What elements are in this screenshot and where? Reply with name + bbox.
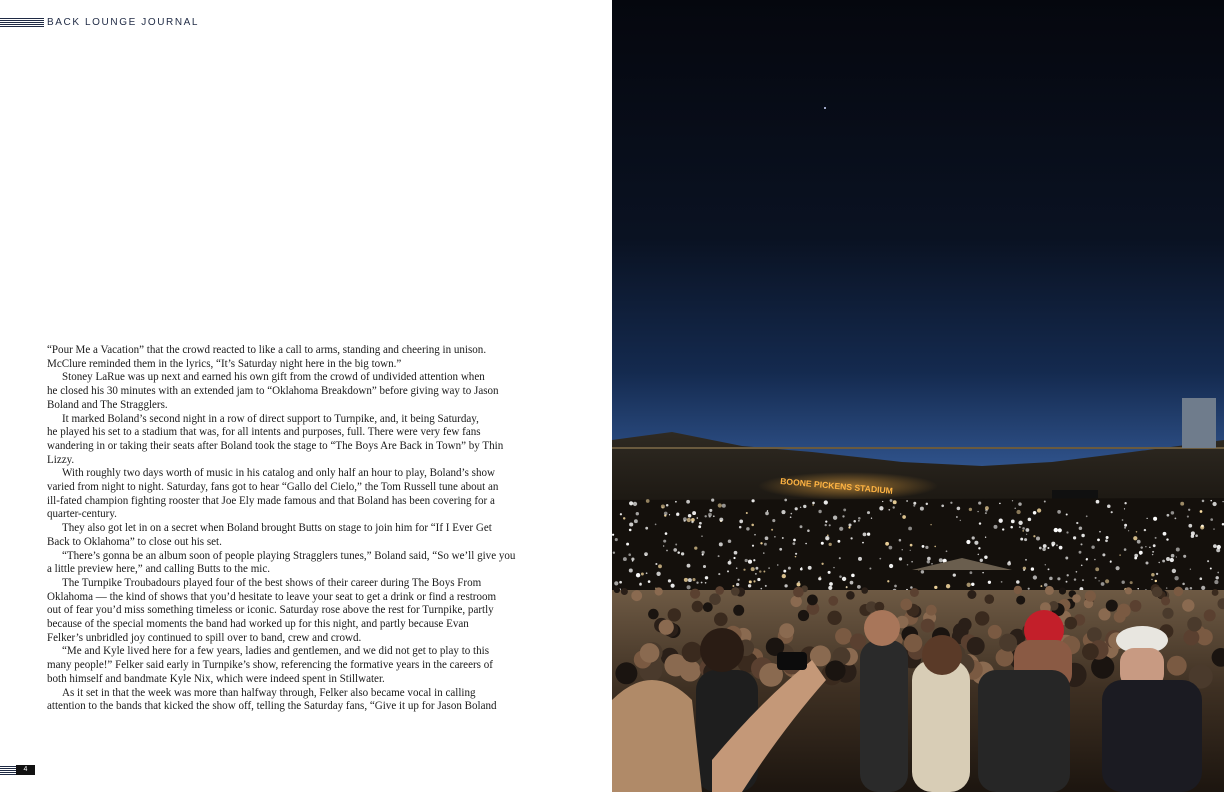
running-header xyxy=(0,15,199,29)
page-number: 4 xyxy=(16,765,35,775)
article-line: Lizzy. xyxy=(47,453,75,466)
article-line: attention to the bands that kicked the show off, telling the Saturday fans, “Give it up for Jason Boland xyxy=(47,700,497,713)
article-line: both himself and bandmate Kyle Nix, which were indeed spent in Stillwater. xyxy=(47,672,385,685)
article-line: many people!” Felker said early in Turnpike’s show, referencing the formative years in the careers of xyxy=(47,659,493,672)
article-line: ill-fated champion fighting rooster that Joe Ely made famous and that Boland has been covering for a xyxy=(47,494,495,507)
stadium-sign: BOONE PICKENS STADIUM xyxy=(779,476,894,496)
article-line: he played his set to a stadium that was, for all intents and purposes, full. There were very few fans xyxy=(47,426,481,439)
article-body xyxy=(47,344,565,714)
article-line: “Me and Kyle lived here for a few years, ladies and gentlemen, and we did not get to play to this xyxy=(62,645,490,658)
article-line: With roughly two days worth of music in his catalog and only half an hour to play, Boland’s show xyxy=(62,467,495,480)
article-line: Back to Oklahoma” to close out his set. xyxy=(47,535,222,548)
article-line: McClure reminded them in the lyrics, “It’s Saturday night here in the big town.” xyxy=(47,357,402,370)
folio xyxy=(0,765,35,775)
article-line: They also got let in on a secret when Boland brought Butts on stage to join him for “If I Ever Get xyxy=(62,522,492,535)
article-line: out of fear you’d miss something timeless or iconic. Saturday rose above the rest for Turnpike, partly xyxy=(47,604,494,617)
article-line: quarter-century. xyxy=(47,508,117,521)
article-line: varied from night to night. Saturday, fans got to hear “Gallo del Cielo,” the Tom Russell tune about an xyxy=(47,481,499,494)
article-line: wandering in or taking their seats after Boland took the stage to “The Boys Are Back in Town” by Thin xyxy=(47,439,504,452)
article-line: As it set in that the week was more than halfway through, Felker also became vocal in calling xyxy=(62,686,476,699)
article-line: Oklahoma — the kind of shows that you’d hesitate to leave your seat to get a drink or find a restroom xyxy=(47,590,497,603)
star xyxy=(824,107,826,109)
article-line: Felker’s unbridled joy continued to spill over to band, crew and crowd. xyxy=(47,631,362,644)
article-line: The Turnpike Troubadours played four of the best shows of their career during The Boys From xyxy=(62,576,482,589)
folio-stripes-icon xyxy=(0,766,16,775)
article-line: a little preview here,” and calling Butts to the mic. xyxy=(47,563,271,576)
header-stripes-icon xyxy=(0,18,44,27)
article-line: because of the special moments the band had worked up for this night, and partly because Evan xyxy=(47,618,469,631)
stadium-photo xyxy=(612,0,1224,792)
article-line: Stoney LaRue was up next and earned his own gift from the crowd of undivided attention when xyxy=(62,371,485,384)
article-line: Boland and The Stragglers. xyxy=(47,398,168,411)
article-line: It marked Boland’s second night in a row of direct support to Turnpike, and, it being Saturday, xyxy=(62,412,479,425)
article-line: he closed his 30 minutes with an extended jam to “Oklahoma Breakdown” before giving way to Jason xyxy=(47,385,499,398)
press-tower xyxy=(1182,398,1216,448)
stadium-photo-image xyxy=(612,0,1224,792)
article-line: “Pour Me a Vacation” that the crowd reacted to like a call to arms, standing and cheering in unison. xyxy=(47,344,487,356)
journal-title: BACK LOUNGE JOURNAL xyxy=(47,16,200,28)
article-line: “There’s gonna be an album soon of people playing Stragglers tunes,” Boland said, “So we’ll give you xyxy=(62,549,516,562)
